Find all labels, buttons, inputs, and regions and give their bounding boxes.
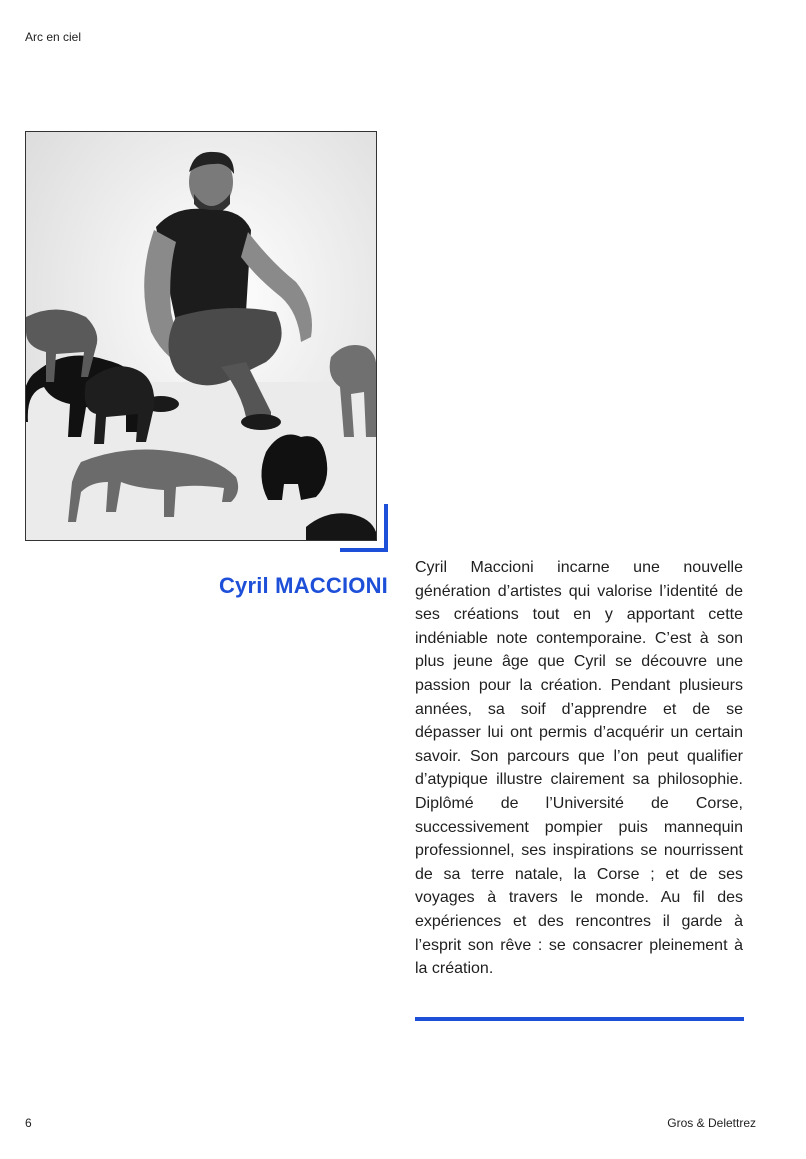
corner-accent: [340, 504, 388, 552]
section-label: Arc en ciel: [25, 30, 82, 44]
publisher-label: Gros & Delettrez: [667, 1116, 756, 1130]
page-number: 6: [25, 1116, 32, 1130]
divider-rule: [415, 1017, 744, 1021]
artist-photo: [25, 131, 377, 541]
artist-biography: Cyril Maccioni incarne une nouvelle génération d’artistes qui valorise l’identité de ses créations tout en y apportant cette indéniable note contemporaine. C’est à son plus jeune âge que Cyril se découvre une passion pour la création. Pendant plusieurs années, sa soif d’apprendre et de se dépasser lui ont permis d’acquérir un certain savoir. Son parcours que l’on peut qualifier d’atypique illustre clairement sa philosophie. Diplômé de l’Université de Corse, successivement pompier puis mannequin professionnel, ses inspirations se nourrissent de sa terre natale, la Corse ; et de ses voyages à travers le monde. Au fil des expériences et des rencontres il garde à l’esprit son rêve : se consacrer pleinement à la création.: [415, 559, 743, 978]
artist-name: Cyril MACCIONI: [218, 573, 388, 598]
